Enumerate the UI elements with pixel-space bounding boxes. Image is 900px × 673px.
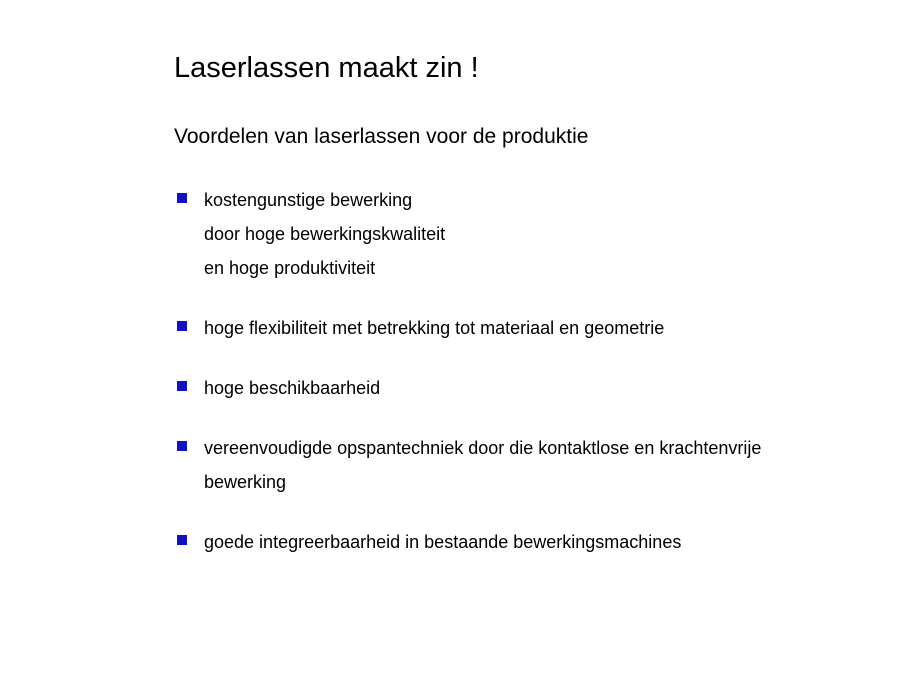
square-bullet-icon (177, 535, 187, 545)
bullet-line: en hoge produktiviteit (204, 258, 376, 278)
bullet-item-flexibility (174, 311, 874, 345)
bullet-line: hoge beschikbaarheid (204, 378, 381, 398)
bullet-line: kostengunstige bewerking (204, 190, 413, 210)
square-bullet-icon (177, 193, 187, 203)
slide-subtitle: Voordelen van laserlassen voor de produktie (174, 125, 589, 148)
square-bullet-icon (177, 321, 187, 331)
bullet-list (174, 183, 874, 559)
slide-title: Laserlassen maakt zin ! (174, 52, 479, 84)
bullet-line: door hoge bewerkingskwaliteit (204, 224, 446, 244)
bullet-item-clamping (174, 431, 874, 499)
bullet-line: bewerking (204, 472, 287, 492)
bullet-line: hoge flexibiliteit met betrekking tot materiaal en geometrie (204, 318, 665, 338)
square-bullet-icon (177, 441, 187, 451)
bullet-line: vereenvoudigde opspantechniek door die kontaktlose en krachtenvrije (204, 438, 762, 458)
bullet-line: goede integreerbaarheid in bestaande bewerkingsmachines (204, 532, 682, 552)
bullet-item-availability (174, 371, 874, 405)
bullet-item-cost (174, 183, 874, 285)
bullet-item-integration (174, 525, 874, 559)
square-bullet-icon (177, 381, 187, 391)
